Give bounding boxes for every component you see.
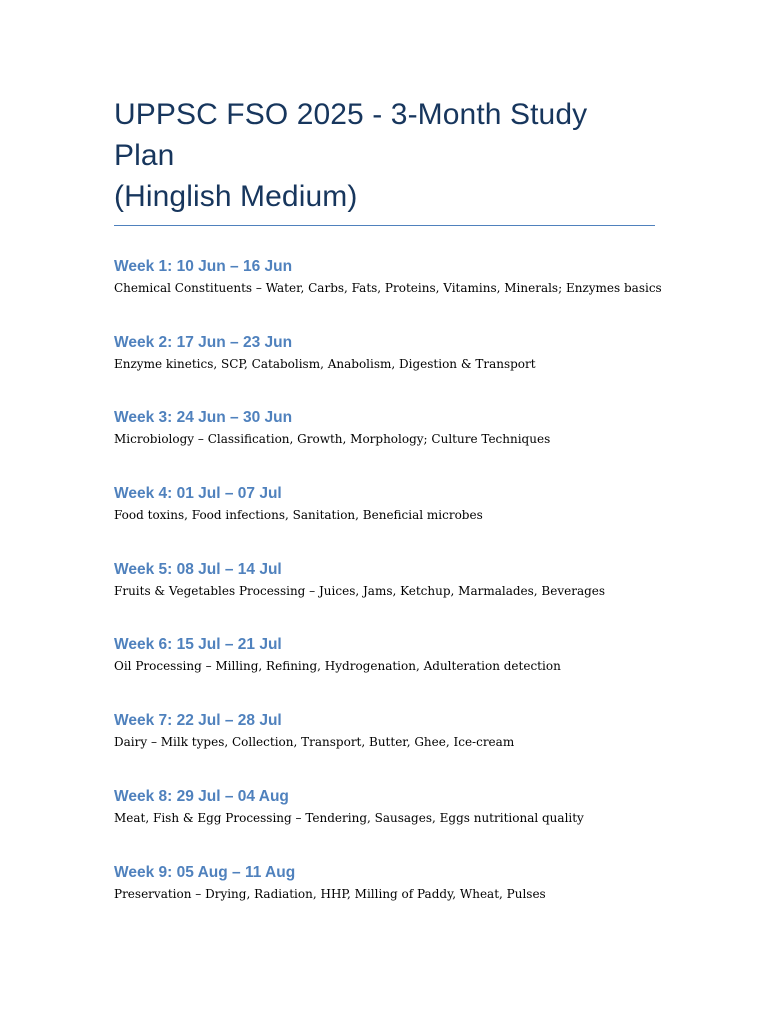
- title-line-1: UPPSC FSO 2025 - 3-Month Study Plan: [114, 98, 588, 172]
- week-topics: Food toxins, Food infections, Sanitation, Beneficial microbes: [114, 508, 483, 523]
- week-section-6: [114, 635, 656, 711]
- title-divider: [114, 225, 655, 226]
- week-topics: Meat, Fish & Egg Processing – Tendering, Sausages, Eggs nutritional quality: [114, 810, 584, 825]
- week-section-9: [114, 863, 656, 939]
- week-topics: Fruits & Vegetables Processing – Juices, Jams, Ketchup, Marmalades, Beverages: [114, 583, 606, 598]
- title-line-2: (Hinglish Medium): [114, 180, 358, 213]
- week-section-1: [114, 257, 662, 333]
- week-section-3: [114, 408, 656, 484]
- week-heading: Week 2: 17 Jun – 23 Jun: [114, 333, 293, 351]
- week-heading: Week 3: 24 Jun – 30 Jun: [114, 409, 293, 427]
- week-heading: Week 7: 22 Jul – 28 Jul: [114, 712, 282, 730]
- week-topics: Dairy – Milk types, Collection, Transport, Butter, Ghee, Ice-cream: [114, 735, 515, 750]
- week-topics: Enzyme kinetics, SCP, Catabolism, Anabolism, Digestion & Transport: [114, 356, 536, 371]
- week-section-8: [114, 787, 656, 863]
- week-heading: Week 4: 01 Jul – 07 Jul: [114, 485, 282, 503]
- week-section-2: [114, 333, 656, 409]
- week-heading: Week 6: 15 Jul – 21 Jul: [114, 636, 282, 654]
- week-section-4: [114, 484, 656, 560]
- week-topics: Oil Processing – Milling, Refining, Hydrogenation, Adulteration detection: [114, 659, 561, 674]
- week-heading: Week 5: 08 Jul – 14 Jul: [114, 560, 282, 578]
- week-heading: Week 9: 05 Aug – 11 Aug: [114, 863, 296, 881]
- week-heading: Week 1: 10 Jun – 16 Jun: [114, 258, 293, 275]
- week-section-7: [114, 711, 656, 787]
- week-heading: Week 8: 29 Jul – 04 Aug: [114, 787, 289, 805]
- week-topics: Microbiology – Classification, Growth, Morphology; Culture Techniques: [114, 432, 551, 447]
- week-list: [114, 257, 662, 938]
- document-title: [114, 94, 656, 217]
- week-topics: Preservation – Drying, Radiation, HHP, Milling of Paddy, Wheat, Pulses: [114, 886, 546, 901]
- week-topics: Chemical Constituents – Water, Carbs, Fats, Proteins, Vitamins, Minerals; Enzymes basics: [114, 281, 662, 295]
- document-page: [114, 94, 662, 938]
- week-section-5: [114, 560, 656, 636]
